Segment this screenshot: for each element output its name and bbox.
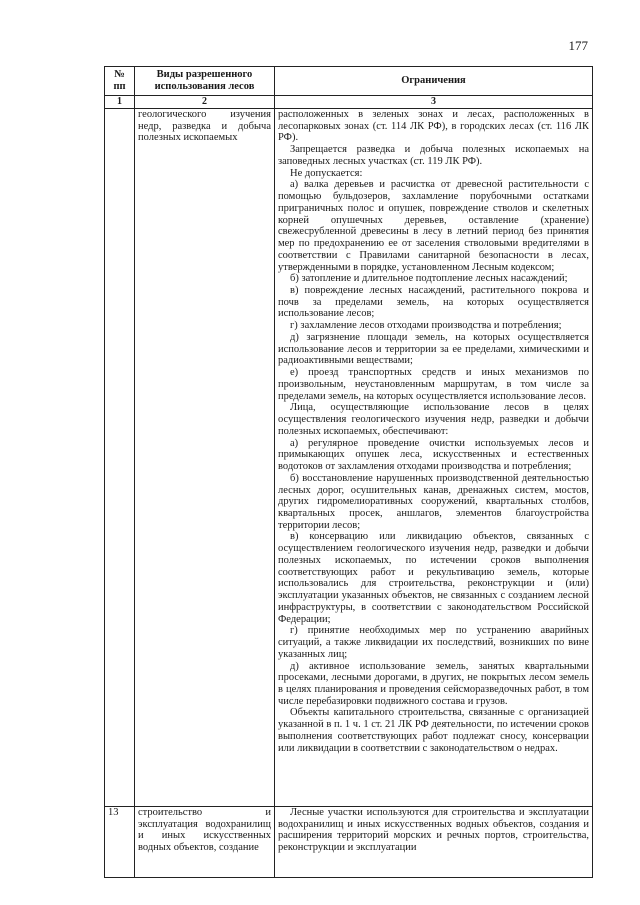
table-row (105, 109, 593, 807)
restrictions-cell (275, 109, 593, 807)
use-kind (135, 109, 275, 807)
restriction-paragraph: б) восстановление нарушенных производственной деятельностью лесных дорог, осушительных канав, дренажных систем, мостов, других гидромелиоративных сооружений, квартальных столбов, квартальных просек, аншлагов, элементов благоустройства территории лесов; (278, 472, 589, 531)
use-kind-text: геологического изучения недр, разведка и добыча полезных ископаемых (138, 109, 271, 144)
restriction-paragraph: Не допускается: (290, 167, 363, 179)
restriction-paragraph: е) проезд транспортных средств и иных механизмов по произвольным, неустановленным маршрутам, в том числе за пределами земель, на которых осуществляется использование лесов. (278, 367, 589, 402)
row-number: 13 (105, 807, 135, 878)
page-number: 177 (568, 38, 588, 53)
restriction-paragraph: г) принятие необходимых мер по устранению аварийных ситуаций, а также ликвидации их последствий, возникших по вине указанных лиц; (278, 625, 589, 660)
column-number: 3 (275, 96, 593, 109)
restriction-paragraph: в) повреждение лесных насаждений, растительного покрова и почв за пределами земель, на которых осуществляется использование лесов; (278, 285, 589, 320)
restriction-paragraph: Объекты капитального строительства, связанные с организацией указанной в п. 1 ч. 1 ст. 21 ЛК РФ деятельности, по истечении сроков выполнения соответствующих работ подлежат сносу, консервации или ликвидации в соответствии с законодательством о недрах. (278, 707, 589, 754)
header-restrictions: Ограничения (275, 67, 593, 96)
column-number: 1 (105, 96, 135, 109)
restriction-paragraph: а) регулярное проведение очистки используемых лесов и примыкающих опушек леса, искусственных и естественных водотоков от захламления отходами производства и потребления; (278, 437, 589, 473)
restriction-paragraph: расположенных в зеленых зонах и лесах, расположенных в лесопарковых зонах (ст. 114 ЛК РФ), в городских лесах (ст. 116 ЛК РФ). (278, 109, 589, 144)
restriction-paragraph: Лесные участки используются для строительства и эксплуатации водохранилищ и иных искусственных водных объектов, создания и расширения территорий морских и речных портов, строительства, реконструкции и эксплуатации (278, 807, 589, 854)
restrictions-table (104, 66, 593, 878)
restriction-paragraph: г) захламление лесов отходами производства и потребления; (290, 320, 562, 332)
restriction-paragraph: б) затопление и длительное подтопление лесных насаждений; (290, 273, 568, 285)
restriction-paragraph: д) активное использование земель, занятых квартальными просеками, лесными дорогами, в других, не покрытых лесом земель в целях планирования и проведения сейсморазведочных работ, в том числе перебазировки подвижного состава и грузов. (278, 660, 589, 707)
table-row (105, 807, 593, 878)
restriction-paragraph: Запрещается разведка и добыча полезных ископаемых на заповедных лесных участках (ст. 119 ЛК РФ). (278, 144, 589, 167)
header-num: № пп (105, 67, 135, 96)
use-kind (135, 807, 275, 878)
column-number: 2 (135, 96, 275, 109)
restrictions-cell (275, 807, 593, 878)
column-number-row (105, 96, 593, 109)
row-number (105, 109, 135, 807)
header-kind: Виды разрешенного использования лесов (135, 67, 275, 96)
use-kind-text: строительство и эксплуатация водохранилищ и иных искусственных водных объектов, создание (138, 807, 271, 854)
restriction-paragraph: а) валка деревьев и расчистка от древесной растительности с помощью бульдозеров, захламление порубочными остатками приграничных полос и опушек, повреждение стволов и скелетных корней опушечных деревьев, оставление (хранение) свежесрубленной древесины в лесу в летний период без принятия мер по предохранению ее от заселения стволовыми вредителями в соответствии с Правилами санитарной безопасности в лесах, утвержденными в порядке, установленном Лесным кодексом; (278, 179, 589, 273)
table-header-row (105, 67, 593, 96)
restriction-paragraph: в) консервацию или ликвидацию объектов, связанных с осуществлением геологического изучения недр, разведки и добычи полезных ископаемых, по истечении сроков выполнения соответствующих работ и рекультивацию земель, которые использовались для строительства, реконструкции и (или) эксплуатации указанных объектов, не связанных с созданием лесной инфраструктуры, в соответствии с законодательством Российской Федерации; (278, 531, 589, 625)
restriction-paragraph: д) загрязнение площади земель, на которых осуществляется использование лесов и территории за ее пределами, химическими и радиоактивными веществами; (278, 331, 589, 367)
restriction-paragraph: Лица, осуществляющие использование лесов в целях осуществления геологического изучения недр, разведки и добычи полезных ископаемых, обеспечивают: (278, 402, 589, 437)
